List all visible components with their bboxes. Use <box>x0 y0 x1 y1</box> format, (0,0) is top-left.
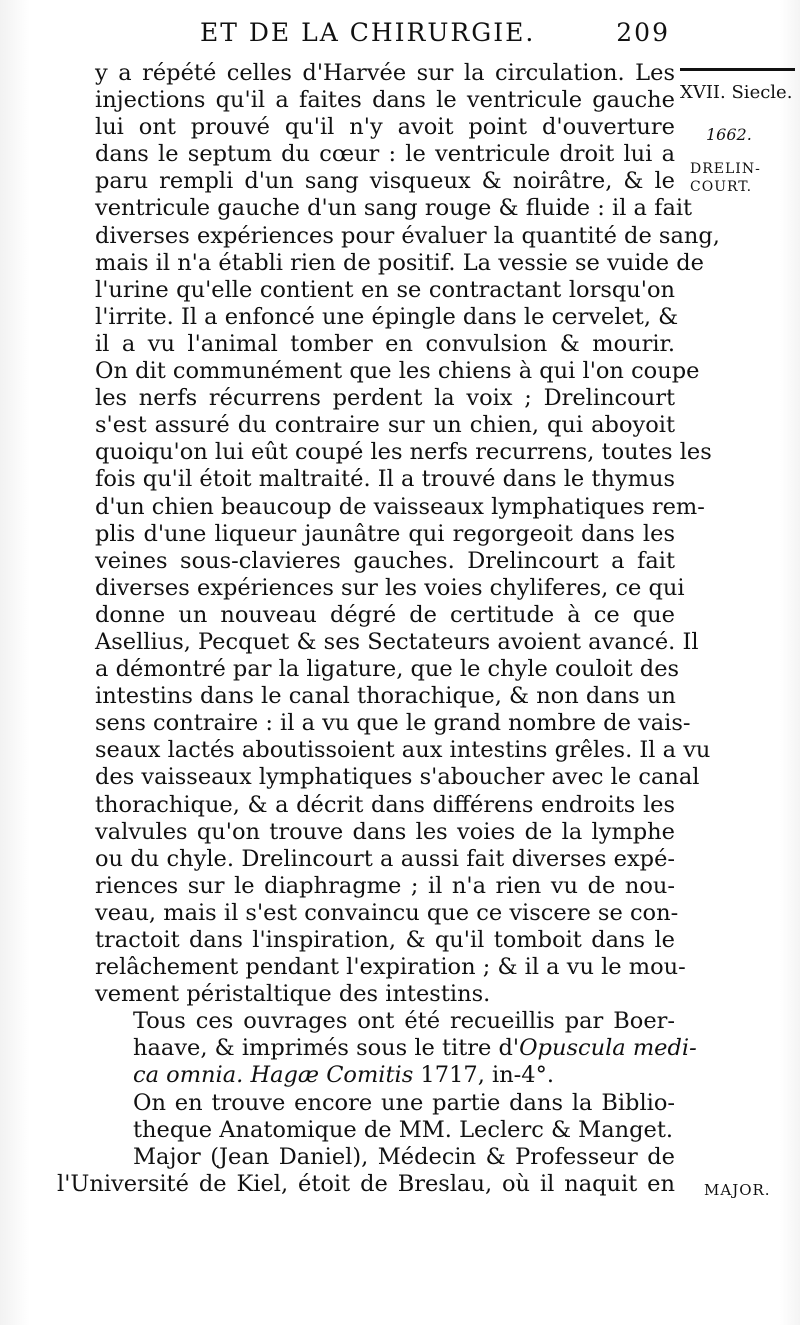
text-run: haave, & imprimés sous le titre d' <box>133 1035 520 1062</box>
margin-name-drelincourt <box>690 160 761 196</box>
page-number: 209 <box>616 18 670 47</box>
text-line: d'un chien beaucoup de vaisseaux lymphatiques rem- <box>95 493 705 520</box>
text-line: il a vu l'animal tomber en convulsion & mourir. <box>95 330 675 357</box>
text-line: sens contraire : il a vu que le grand nombre de vais- <box>95 710 691 737</box>
text-line: seaux lactés aboutissoient aux intestins grêles. Il a vu <box>95 737 711 764</box>
paragraph-3 <box>95 1090 675 1144</box>
text-line: ventricule gauche d'un sang rouge & fluide : il a fait <box>95 195 693 222</box>
text-line: Asellius, Pecquet & ses Sectateurs avoient avancé. Il <box>95 628 699 655</box>
text-line: lui ont prouvé qu'il n'y avoit point d'ouverture <box>95 114 675 141</box>
text-line: l'irrite. Il a enfoncé une épingle dans le cervelet, & <box>95 303 679 330</box>
text-line: s'est assuré du contraire sur un chien, qui aboyoit <box>95 412 675 439</box>
text-line: y a répété celles d'Harvée sur la circulation. Les <box>95 60 675 86</box>
text-line: riences sur le diaphragme ; il n'a rien vu de nou- <box>95 872 675 899</box>
text-line: Major (Jean Daniel), Médecin & Professeur de <box>133 1143 675 1170</box>
margin-century: XVII. Siecle. <box>680 82 793 103</box>
text-line: On en trouve encore une partie dans la Biblio- <box>133 1089 675 1116</box>
book-title-italic: Opuscula medi- <box>519 1035 697 1062</box>
margin-name-line1: DRELIN- <box>690 161 761 177</box>
text-line: valvules qu'on trouve dans les voies de la lymphe <box>95 818 675 845</box>
text-line: des vaisseaux lymphatiques s'aboucher avec le canal <box>95 764 700 791</box>
text-line: On dit communément que les chiens à qui l'on coupe <box>95 358 700 385</box>
text-line: theque Anatomique de MM. Leclerc & Manget. <box>133 1116 674 1143</box>
text-line: intestins dans le canal thorachique, & non dans un <box>95 683 676 710</box>
text-line: dans le septum du cœur : le ventricule droit lui a <box>95 141 675 168</box>
text-line: tractoit dans l'inspiration, & qu'il tomboit dans le <box>95 927 675 953</box>
text-line: quoiqu'on lui eût coupé les nerfs recurrens, toutes les <box>95 439 712 466</box>
text-line: diverses expériences sur les voies chyliferes, ce qui <box>95 574 685 601</box>
margin-name-line2: COURT. <box>690 179 753 195</box>
text-line: donne un nouveau dégré de certitude à ce que <box>95 601 675 628</box>
margin-year: 1662. <box>706 125 752 144</box>
text-line: ou du chyle. Drelincourt a aussi fait diverses expé- <box>95 845 675 872</box>
text-run: 1717, in-4°. <box>413 1062 555 1089</box>
margin-name-major: MAJOR. <box>704 1181 771 1199</box>
text-line: a démontré par la ligature, que le chyle couloit des <box>95 656 680 683</box>
text-line: l'urine qu'elle contient en se contractant lorsqu'on <box>95 276 675 303</box>
paragraph-4 <box>57 1143 675 1198</box>
body-text <box>57 60 720 1198</box>
paragraph-1 <box>95 60 720 1008</box>
text-line: les nerfs récurrens perdent la voix ; Drelincourt <box>95 385 675 412</box>
text-line: vement péristaltique des intestins. <box>95 981 491 1008</box>
running-header <box>200 18 670 54</box>
text-line: veau, mais il s'est convaincu que ce viscere se con- <box>95 899 679 926</box>
text-line: mais il n'a établi rien de positif. La vessie se vuide de <box>95 249 704 276</box>
book-title-italic: ca omnia. Hagæ Comitis <box>133 1062 414 1089</box>
text-line <box>95 1062 675 1089</box>
paragraph-2 <box>95 1008 697 1089</box>
text-line: paru rempli d'un sang visqueux & noirâtre, & le <box>95 168 675 195</box>
text-line: relâchement pendant l'expiration ; & il a vu le mou- <box>95 954 686 981</box>
text-line: thorachique, & a décrit dans différens endroits les <box>95 791 675 818</box>
text-line: l'Université de Kiel, étoit de Breslau, où il naquit en <box>57 1170 675 1197</box>
text-line <box>95 1035 697 1062</box>
text-line: injections qu'il a faites dans le ventricule gauche <box>95 87 675 114</box>
text-line: fois qu'il étoit maltraité. Il a trouvé dans le thymus <box>95 466 675 493</box>
text-line: veines sous-clavieres gauches. Drelincourt a fait <box>95 547 675 574</box>
margin-rule <box>680 68 795 71</box>
text-line: Tous ces ouvrages ont été recueillis par Boer- <box>133 1008 675 1035</box>
text-line: plis d'une liqueur jaunâtre qui regorgeoit dans les <box>95 520 675 547</box>
text-line: diverses expériences pour évaluer la quantité de sang, <box>95 222 720 249</box>
running-title: ET DE LA CHIRURGIE. <box>200 18 536 47</box>
